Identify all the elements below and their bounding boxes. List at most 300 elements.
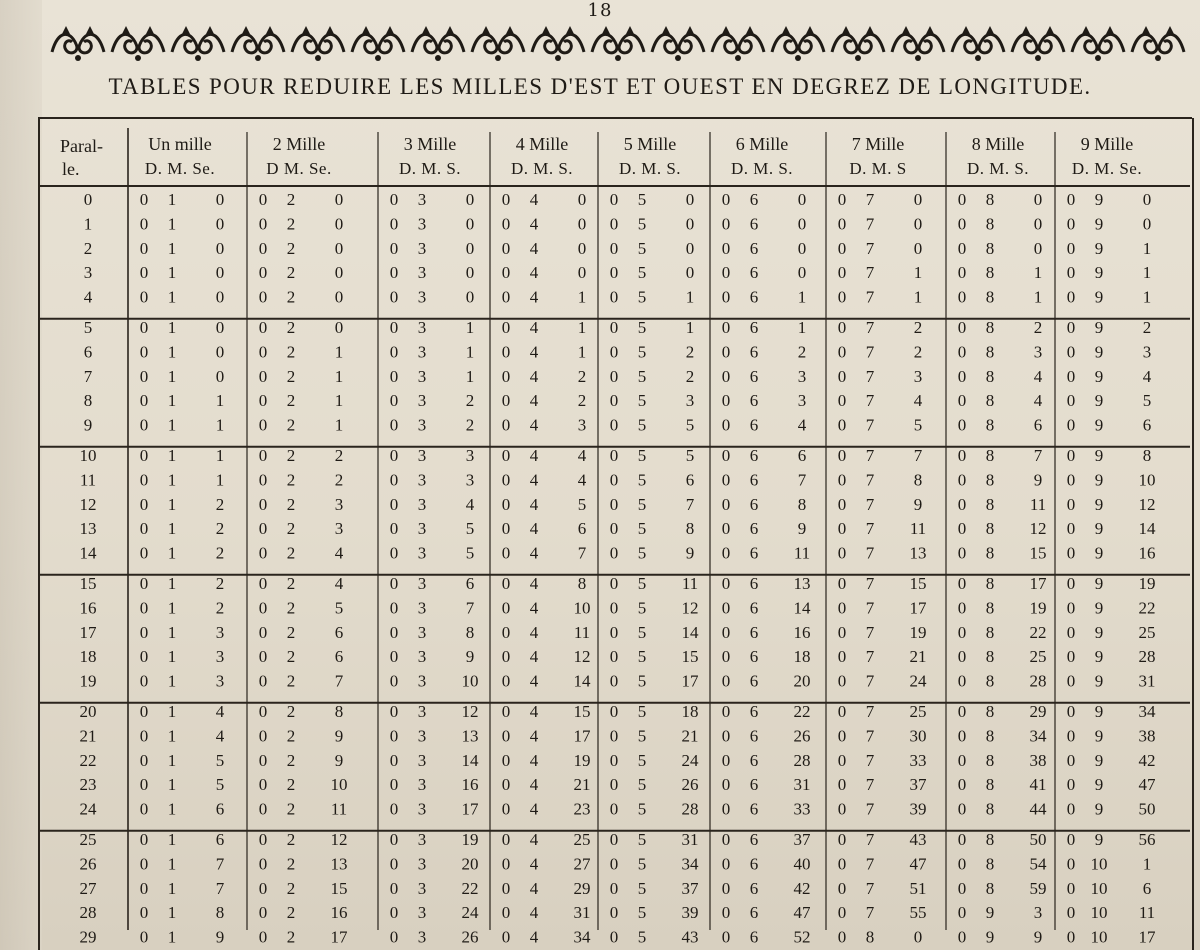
seconds-value: 42 — [793, 878, 811, 898]
seconds-value: 8 — [913, 470, 923, 490]
minutes-value: 7 — [865, 263, 875, 283]
minutes-value: 3 — [417, 391, 427, 411]
minutes-value: 9 — [1094, 366, 1104, 386]
minutes-value: 8 — [985, 318, 995, 337]
degrees-value: 0 — [1066, 446, 1076, 465]
seconds-value: 1 — [215, 391, 225, 411]
degrees-value: 0 — [389, 470, 399, 490]
minutes-value: 6 — [749, 494, 759, 514]
degrees-value: 0 — [957, 903, 967, 923]
minutes-value: 2 — [286, 446, 296, 465]
minutes-value: 2 — [286, 854, 296, 874]
degrees-value: 0 — [609, 775, 619, 795]
seconds-value: 25 — [1029, 647, 1047, 667]
seconds-value: 5 — [334, 598, 344, 618]
seconds-value: 4 — [334, 574, 344, 593]
minutes-value: 5 — [637, 671, 647, 691]
degrees-value: 0 — [1066, 415, 1076, 435]
seconds-value: 22 — [1138, 598, 1156, 618]
degrees-value: 0 — [501, 702, 511, 721]
degrees-value: 0 — [258, 391, 268, 411]
seconds-value: 4 — [797, 415, 807, 435]
minutes-value: 4 — [529, 775, 539, 795]
minutes-value: 1 — [167, 190, 177, 209]
degrees-value: 0 — [957, 415, 967, 435]
minutes-value: 6 — [749, 903, 759, 923]
minutes-value: 2 — [286, 647, 296, 667]
minutes-value: 5 — [637, 543, 647, 563]
minutes-value: 4 — [529, 878, 539, 898]
degrees-value: 0 — [501, 671, 511, 691]
parallel-value: 0 — [83, 190, 93, 209]
seconds-value: 8 — [1142, 446, 1152, 465]
minutes-value: 9 — [1094, 287, 1104, 307]
seconds-value: 8 — [334, 702, 344, 721]
degrees-value: 0 — [837, 214, 847, 234]
seconds-value: 21 — [909, 647, 927, 667]
degrees-value: 0 — [957, 214, 967, 234]
parallel-value: 5 — [83, 318, 93, 337]
parallel-value: 27 — [79, 878, 97, 898]
degrees-value: 0 — [1066, 574, 1076, 593]
seconds-value: 3 — [797, 366, 807, 386]
seconds-value: 7 — [577, 543, 587, 563]
seconds-value: 0 — [797, 190, 807, 209]
minutes-value: 9 — [1094, 391, 1104, 411]
seconds-value: 11 — [1029, 494, 1047, 514]
seconds-value: 1 — [215, 415, 225, 435]
seconds-value: 22 — [1029, 622, 1047, 642]
degrees-value: 0 — [837, 854, 847, 874]
degrees-value: 0 — [721, 903, 731, 923]
degrees-value: 0 — [501, 878, 511, 898]
minutes-value: 6 — [749, 647, 759, 667]
degrees-value: 0 — [501, 854, 511, 874]
column-header-units: D. M. Se. — [144, 159, 216, 178]
seconds-value: 9 — [465, 647, 475, 667]
minutes-value: 4 — [529, 494, 539, 514]
degrees-value: 0 — [837, 446, 847, 465]
degrees-value: 0 — [389, 622, 399, 642]
parallel-value: 22 — [79, 750, 97, 770]
degrees-value: 0 — [609, 903, 619, 923]
minutes-value: 9 — [1094, 519, 1104, 539]
minutes-value: 6 — [749, 775, 759, 795]
seconds-value: 29 — [1029, 702, 1047, 721]
degrees-value: 0 — [139, 903, 149, 923]
degrees-value: 0 — [721, 927, 731, 947]
degrees-value: 0 — [258, 750, 268, 770]
degrees-value: 0 — [721, 854, 731, 874]
seconds-value: 17 — [681, 671, 699, 691]
degrees-value: 0 — [139, 574, 149, 593]
degrees-value: 0 — [609, 574, 619, 593]
minutes-value: 7 — [865, 830, 875, 849]
minutes-value: 4 — [529, 622, 539, 642]
minutes-value: 5 — [637, 830, 647, 849]
degrees-value: 0 — [139, 927, 149, 947]
seconds-value: 56 — [1138, 830, 1156, 849]
seconds-value: 21 — [681, 726, 699, 746]
degrees-value: 0 — [139, 598, 149, 618]
degrees-value: 0 — [837, 726, 847, 746]
degrees-value: 0 — [609, 263, 619, 283]
seconds-value: 5 — [465, 519, 475, 539]
minutes-value: 1 — [167, 238, 177, 258]
degrees-value: 0 — [1066, 543, 1076, 563]
degrees-value: 0 — [721, 726, 731, 746]
seconds-value: 7 — [215, 854, 225, 874]
degrees-value: 0 — [501, 927, 511, 947]
column-header-label: 5 Mille — [623, 134, 677, 154]
degrees-value: 0 — [957, 366, 967, 386]
degrees-value: 0 — [1066, 470, 1076, 490]
minutes-value: 5 — [637, 647, 647, 667]
minutes-value: 1 — [167, 671, 177, 691]
degrees-value: 0 — [501, 494, 511, 514]
degrees-value: 0 — [389, 446, 399, 465]
degrees-value: 0 — [139, 671, 149, 691]
minutes-value: 2 — [286, 799, 296, 819]
minutes-value: 8 — [985, 854, 995, 874]
seconds-value: 47 — [793, 903, 811, 923]
minutes-value: 1 — [167, 799, 177, 819]
minutes-value: 6 — [749, 415, 759, 435]
minutes-value: 2 — [286, 830, 296, 849]
column-header-units: D. M. S. — [618, 159, 682, 178]
degrees-value: 0 — [1066, 190, 1076, 209]
degrees-value: 0 — [837, 775, 847, 795]
seconds-value: 6 — [215, 830, 225, 849]
seconds-value: 2 — [215, 494, 225, 514]
minutes-value: 7 — [865, 702, 875, 721]
seconds-value: 9 — [1033, 927, 1043, 947]
degrees-value: 0 — [139, 830, 149, 849]
degrees-value: 0 — [1066, 799, 1076, 819]
minutes-value: 1 — [167, 598, 177, 618]
degrees-value: 0 — [609, 927, 619, 947]
minutes-value: 1 — [167, 470, 177, 490]
seconds-value: 0 — [913, 190, 923, 209]
seconds-value: 5 — [1142, 391, 1152, 411]
minutes-value: 1 — [167, 622, 177, 642]
minutes-value: 4 — [529, 927, 539, 947]
minutes-value: 8 — [985, 415, 995, 435]
degrees-value: 0 — [258, 903, 268, 923]
column-header-units: D. M. S. — [730, 159, 794, 178]
minutes-value: 4 — [529, 470, 539, 490]
seconds-value: 0 — [685, 263, 695, 283]
degrees-value: 0 — [837, 287, 847, 307]
column-header-units: D. M. S. — [510, 159, 574, 178]
seconds-value: 1 — [1033, 287, 1043, 307]
seconds-value: 2 — [913, 342, 923, 362]
degrees-value: 0 — [258, 622, 268, 642]
degrees-value: 0 — [957, 854, 967, 874]
seconds-value: 1 — [797, 287, 807, 307]
seconds-value: 0 — [577, 238, 587, 258]
degrees-value: 0 — [389, 598, 399, 618]
seconds-value: 33 — [793, 799, 811, 819]
degrees-value: 0 — [389, 190, 399, 209]
seconds-value: 9 — [913, 494, 923, 514]
degrees-value: 0 — [389, 318, 399, 337]
seconds-value: 5 — [215, 775, 225, 795]
seconds-value: 11 — [681, 574, 699, 593]
minutes-value: 3 — [417, 543, 427, 563]
degrees-value: 0 — [389, 494, 399, 514]
seconds-value: 7 — [685, 494, 695, 514]
seconds-value: 17 — [330, 927, 348, 947]
minutes-value: 4 — [529, 854, 539, 874]
minutes-value: 7 — [865, 671, 875, 691]
minutes-value: 2 — [286, 238, 296, 258]
minutes-value: 5 — [637, 927, 647, 947]
seconds-value: 31 — [1138, 671, 1156, 691]
minutes-value: 6 — [749, 366, 759, 386]
seconds-value: 50 — [1138, 799, 1156, 819]
minutes-value: 2 — [286, 494, 296, 514]
seconds-value: 0 — [215, 214, 225, 234]
minutes-value: 8 — [985, 543, 995, 563]
degrees-value: 0 — [1066, 263, 1076, 283]
seconds-value: 0 — [215, 190, 225, 209]
degrees-value: 0 — [258, 775, 268, 795]
degrees-value: 0 — [837, 750, 847, 770]
degrees-value: 0 — [389, 927, 399, 947]
seconds-value: 4 — [1142, 366, 1152, 386]
seconds-value: 0 — [215, 287, 225, 307]
parallel-value: 25 — [79, 830, 97, 849]
seconds-value: 17 — [1029, 574, 1047, 593]
minutes-value: 8 — [985, 190, 995, 209]
seconds-value: 37 — [793, 830, 811, 849]
seconds-value: 15 — [909, 574, 927, 593]
degrees-value: 0 — [837, 470, 847, 490]
seconds-value: 1 — [1142, 854, 1152, 874]
minutes-value: 7 — [865, 726, 875, 746]
minutes-value: 3 — [417, 775, 427, 795]
seconds-value: 1 — [685, 318, 695, 337]
minutes-value: 5 — [637, 799, 647, 819]
degrees-value: 0 — [1066, 287, 1076, 307]
minutes-value: 8 — [985, 494, 995, 514]
degrees-value: 0 — [1066, 519, 1076, 539]
seconds-value: 34 — [1029, 726, 1047, 746]
degrees-value: 0 — [957, 598, 967, 618]
seconds-value: 0 — [215, 318, 225, 337]
minutes-value: 8 — [985, 598, 995, 618]
seconds-value: 1 — [577, 318, 587, 337]
minutes-value: 9 — [1094, 415, 1104, 435]
degrees-value: 0 — [139, 775, 149, 795]
degrees-value: 0 — [837, 318, 847, 337]
seconds-value: 9 — [334, 750, 344, 770]
seconds-value: 17 — [909, 598, 927, 618]
degrees-value: 0 — [258, 238, 268, 258]
minutes-value: 5 — [637, 415, 647, 435]
degrees-value: 0 — [837, 622, 847, 642]
degrees-value: 0 — [389, 574, 399, 593]
seconds-value: 51 — [909, 878, 927, 898]
parallel-value: 15 — [79, 574, 97, 593]
degrees-value: 0 — [609, 726, 619, 746]
minutes-value: 9 — [1094, 263, 1104, 283]
seconds-value: 6 — [685, 470, 695, 490]
parallel-value: 23 — [79, 775, 97, 795]
minutes-value: 1 — [167, 519, 177, 539]
parallel-header-line1: Paral- — [60, 136, 103, 156]
parallel-value: 1 — [83, 214, 93, 234]
degrees-value: 0 — [389, 238, 399, 258]
seconds-value: 28 — [1138, 647, 1156, 667]
minutes-value: 3 — [417, 366, 427, 386]
seconds-value: 26 — [793, 726, 811, 746]
parallel-value: 4 — [83, 287, 93, 307]
seconds-value: 18 — [793, 647, 811, 667]
degrees-value: 0 — [501, 775, 511, 795]
degrees-value: 0 — [139, 214, 149, 234]
degrees-value: 0 — [721, 415, 731, 435]
seconds-value: 5 — [685, 415, 695, 435]
degrees-value: 0 — [258, 446, 268, 465]
seconds-value: 5 — [465, 543, 475, 563]
degrees-value: 0 — [389, 543, 399, 563]
minutes-value: 1 — [167, 446, 177, 465]
seconds-value: 31 — [681, 830, 699, 849]
minutes-value: 4 — [529, 543, 539, 563]
minutes-value: 5 — [637, 446, 647, 465]
minutes-value: 9 — [1094, 494, 1104, 514]
seconds-value: 0 — [1033, 238, 1043, 258]
seconds-value: 33 — [909, 750, 927, 770]
seconds-value: 19 — [909, 622, 927, 642]
parallel-value: 12 — [79, 494, 97, 514]
degrees-value: 0 — [721, 494, 731, 514]
seconds-value: 9 — [685, 543, 695, 563]
seconds-value: 19 — [1029, 598, 1047, 618]
column-header-label: 6 Mille — [735, 134, 789, 154]
seconds-value: 0 — [334, 214, 344, 234]
minutes-value: 8 — [985, 775, 995, 795]
minutes-value: 7 — [865, 470, 875, 490]
minutes-value: 4 — [529, 238, 539, 258]
minutes-value: 9 — [1094, 190, 1104, 209]
degrees-value: 0 — [957, 622, 967, 642]
seconds-value: 2 — [465, 415, 475, 435]
seconds-value: 17 — [573, 726, 591, 746]
minutes-value: 6 — [749, 830, 759, 849]
degrees-value: 0 — [258, 574, 268, 593]
degrees-value: 0 — [609, 622, 619, 642]
degrees-value: 0 — [258, 470, 268, 490]
degrees-value: 0 — [389, 366, 399, 386]
minutes-value: 9 — [1094, 238, 1104, 258]
degrees-value: 0 — [389, 878, 399, 898]
seconds-value: 4 — [913, 391, 923, 411]
minutes-value: 10 — [1090, 903, 1108, 923]
seconds-value: 28 — [1029, 671, 1047, 691]
minutes-value: 3 — [417, 342, 427, 362]
minutes-value: 4 — [529, 263, 539, 283]
column-header-label: 9 Mille — [1080, 134, 1134, 154]
minutes-value: 3 — [417, 854, 427, 874]
minutes-value: 6 — [749, 446, 759, 465]
seconds-value: 34 — [573, 927, 591, 947]
seconds-value: 1 — [1142, 238, 1152, 258]
parallel-value: 14 — [79, 543, 97, 563]
seconds-value: 29 — [573, 878, 591, 898]
minutes-value: 6 — [749, 671, 759, 691]
seconds-value: 37 — [681, 878, 699, 898]
minutes-value: 8 — [985, 830, 995, 849]
minutes-value: 6 — [749, 519, 759, 539]
degrees-value: 0 — [837, 543, 847, 563]
degrees-value: 0 — [721, 799, 731, 819]
seconds-value: 3 — [685, 391, 695, 411]
seconds-value: 6 — [1142, 878, 1152, 898]
degrees-value: 0 — [609, 878, 619, 898]
minutes-value: 6 — [749, 214, 759, 234]
minutes-value: 6 — [749, 318, 759, 337]
seconds-value: 12 — [573, 647, 591, 667]
seconds-value: 3 — [334, 519, 344, 539]
degrees-value: 0 — [837, 878, 847, 898]
column-header-label: Un mille — [148, 134, 212, 154]
seconds-value: 59 — [1029, 878, 1047, 898]
minutes-value: 3 — [417, 702, 427, 721]
degrees-value: 0 — [837, 519, 847, 539]
seconds-value: 11 — [573, 622, 591, 642]
seconds-value: 1 — [1033, 263, 1043, 283]
seconds-value: 52 — [793, 927, 811, 947]
degrees-value: 0 — [957, 671, 967, 691]
seconds-value: 10 — [1138, 470, 1156, 490]
minutes-value: 4 — [529, 415, 539, 435]
minutes-value: 5 — [637, 750, 647, 770]
degrees-value: 0 — [837, 598, 847, 618]
minutes-value: 1 — [167, 391, 177, 411]
minutes-value: 4 — [529, 190, 539, 209]
degrees-value: 0 — [389, 671, 399, 691]
seconds-value: 3 — [577, 415, 587, 435]
degrees-value: 0 — [139, 470, 149, 490]
degrees-value: 0 — [1066, 647, 1076, 667]
degrees-value: 0 — [1066, 854, 1076, 874]
minutes-value: 1 — [167, 263, 177, 283]
minutes-value: 5 — [637, 622, 647, 642]
minutes-value: 2 — [286, 726, 296, 746]
degrees-value: 0 — [501, 830, 511, 849]
degrees-value: 0 — [258, 878, 268, 898]
seconds-value: 3 — [465, 446, 475, 465]
seconds-value: 9 — [334, 726, 344, 746]
column-header-label: 7 Mille — [851, 134, 905, 154]
seconds-value: 0 — [334, 263, 344, 283]
minutes-value: 2 — [286, 878, 296, 898]
parallel-value: 29 — [79, 927, 97, 947]
minutes-value: 3 — [417, 598, 427, 618]
minutes-value: 6 — [749, 238, 759, 258]
degrees-value: 0 — [389, 775, 399, 795]
degrees-value: 0 — [139, 238, 149, 258]
minutes-value: 5 — [637, 190, 647, 209]
degrees-value: 0 — [1066, 903, 1076, 923]
degrees-value: 0 — [957, 287, 967, 307]
minutes-value: 3 — [417, 647, 427, 667]
seconds-value: 0 — [685, 238, 695, 258]
seconds-value: 13 — [461, 726, 479, 746]
